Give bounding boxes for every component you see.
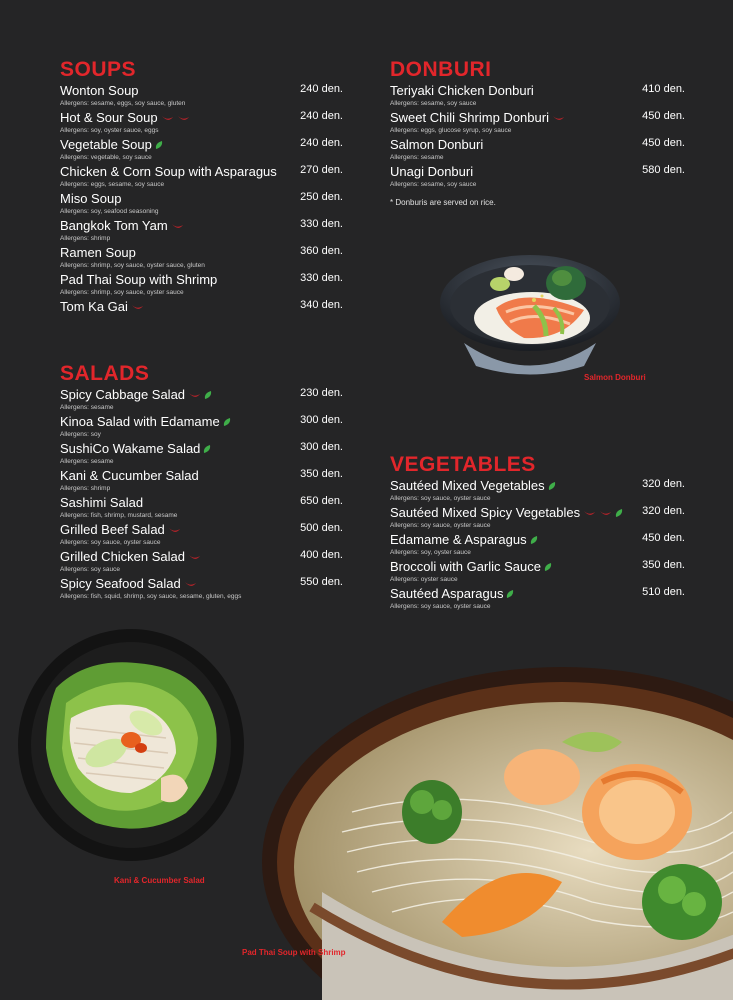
menu-item-name — [60, 83, 139, 98]
chili-icon — [168, 526, 181, 534]
menu-item-allergens: Allergens: sesame, soy sauce — [390, 181, 477, 188]
menu-item-allergens: Allergens: oyster sauce — [390, 576, 458, 583]
menu-item-allergens: Allergens: sesame — [60, 404, 114, 411]
menu-item-name-text: Ramen Soup — [60, 245, 136, 260]
menu-item-name — [390, 505, 623, 520]
pad-thai-caption: Pad Thai Soup with Shrimp — [242, 948, 346, 957]
menu-item-name — [60, 576, 197, 591]
menu-item-miso-soup — [60, 190, 343, 217]
menu-item-price: 510 den. — [642, 586, 685, 598]
menu-item-name — [60, 218, 184, 233]
menu-item-allergens: Allergens: fish, squid, shrimp, soy sauce, sesame, gluten, eggs — [60, 593, 242, 600]
menu-item-name-text: Hot & Sour Soup — [60, 110, 158, 125]
chili-icon — [177, 114, 190, 122]
menu-item-price: 450 den. — [642, 110, 685, 122]
menu-item-allergens: Allergens: shrimp, soy sauce, oyster sauce, gluten — [60, 262, 205, 269]
menu-item-allergens: Allergens: soy sauce, oyster sauce — [60, 539, 161, 546]
vegetables-list — [390, 477, 685, 612]
menu-item-allergens: Allergens: soy — [60, 431, 101, 438]
salads-list — [60, 386, 343, 602]
menu-item-sushico-wakame-salad — [60, 440, 343, 467]
chili-icon — [184, 580, 197, 588]
leaf-icon — [223, 417, 231, 427]
menu-item-price: 330 den. — [300, 218, 343, 230]
menu-item-name-text: Sweet Chili Shrimp Donburi — [390, 110, 549, 125]
menu-item-sashimi-salad — [60, 494, 343, 521]
menu-item-name-text: Chicken & Corn Soup with Asparagus — [60, 164, 277, 179]
menu-item-allergens: Allergens: shrimp — [60, 485, 111, 492]
menu-item-price: 650 den. — [300, 495, 343, 507]
soups-section — [60, 58, 343, 325]
menu-item-bangkok-tom-yam — [60, 217, 343, 244]
menu-item-saut-ed-mixed-spicy-vegetables — [390, 504, 685, 531]
menu-item-salmon-donburi — [390, 136, 685, 163]
menu-item-name — [390, 586, 514, 601]
menu-item-price: 500 den. — [300, 522, 343, 534]
menu-item-broccoli-with-garlic-sauce — [390, 558, 685, 585]
donburi-title: DONBURI — [390, 58, 492, 81]
menu-item-price: 330 den. — [300, 272, 343, 284]
menu-item-allergens: Allergens: soy sauce, oyster sauce — [390, 603, 491, 610]
menu-item-allergens: Allergens: soy, oyster sauce — [390, 549, 471, 556]
menu-item-ramen-soup — [60, 244, 343, 271]
menu-item-allergens: Allergens: eggs, glucose syrup, soy sauce — [390, 127, 512, 134]
menu-item-name — [60, 272, 217, 287]
menu-item-name-text: Bangkok Tom Yam — [60, 218, 168, 233]
menu-item-name — [60, 468, 199, 483]
chili-icon — [552, 114, 565, 122]
menu-item-allergens: Allergens: soy sauce, oyster sauce — [390, 522, 491, 529]
kani-salad-photo — [16, 628, 246, 863]
menu-item-price: 230 den. — [300, 387, 343, 399]
leaf-icon — [203, 444, 211, 454]
menu-item-allergens: Allergens: shrimp — [60, 235, 111, 242]
menu-item-name — [60, 164, 277, 179]
menu-item-price: 450 den. — [642, 532, 685, 544]
leaf-icon — [506, 589, 514, 599]
menu-item-name-text: Unagi Donburi — [390, 164, 474, 179]
chili-icon — [171, 222, 184, 230]
menu-item-price: 350 den. — [300, 468, 343, 480]
vegetables-title: VEGETABLES — [390, 453, 536, 476]
menu-item-sweet-chili-shrimp-donburi — [390, 109, 685, 136]
menu-item-pad-thai-soup-with-shrimp — [60, 271, 343, 298]
menu-item-price: 580 den. — [642, 164, 685, 176]
menu-item-name — [390, 83, 534, 98]
menu-item-name-text: Wonton Soup — [60, 83, 139, 98]
menu-item-price: 250 den. — [300, 191, 343, 203]
menu-item-name-text: Broccoli with Garlic Sauce — [390, 559, 541, 574]
menu-item-name — [60, 522, 181, 537]
menu-item-price: 240 den. — [300, 83, 343, 95]
menu-item-name-text: Sautéed Mixed Spicy Vegetables — [390, 505, 581, 520]
salmon-donburi-caption: Salmon Donburi — [584, 373, 646, 382]
menu-item-name — [60, 191, 121, 206]
menu-item-grilled-chicken-salad — [60, 548, 343, 575]
menu-item-name-text: SushiCo Wakame Salad — [60, 441, 201, 456]
leaf-icon — [155, 140, 163, 150]
menu-item-allergens: Allergens: sesame — [390, 154, 444, 161]
menu-item-vegetable-soup — [60, 136, 343, 163]
menu-item-name-text: Kinoa Salad with Edamame — [60, 414, 220, 429]
menu-item-allergens: Allergens: sesame, eggs, soy sauce, gluten — [60, 100, 186, 107]
menu-item-tom-ka-gai — [60, 298, 343, 325]
donburi-note: * Donburis are served on rice. — [390, 198, 496, 207]
donburi-list — [390, 82, 685, 190]
menu-item-spicy-cabbage-salad — [60, 386, 343, 413]
menu-item-chicken-and-corn-soup-with-asparagus — [60, 163, 343, 190]
menu-item-allergens: Allergens: soy sauce, oyster sauce — [390, 495, 491, 502]
menu-item-hot-and-sour-soup — [60, 109, 343, 136]
menu-item-name — [60, 137, 163, 152]
soups-list — [60, 82, 343, 325]
menu-item-name-text: Miso Soup — [60, 191, 122, 206]
menu-item-saut-ed-asparagus — [390, 585, 685, 612]
menu-item-allergens: Allergens: eggs, sesame, soy sauce — [60, 181, 165, 188]
menu-item-name-text: Tom Ka Gai — [60, 299, 128, 314]
menu-item-name — [60, 245, 136, 260]
salmon-donburi-photo — [434, 248, 626, 383]
leaf-icon — [530, 535, 538, 545]
menu-item-saut-ed-mixed-vegetables — [390, 477, 685, 504]
menu-item-price: 300 den. — [300, 441, 343, 453]
menu-item-teriyaki-chicken-donburi — [390, 82, 685, 109]
menu-item-name — [390, 559, 552, 574]
chili-icon — [188, 553, 201, 561]
menu-item-name — [390, 478, 556, 493]
menu-item-price: 300 den. — [300, 414, 343, 426]
menu-item-price: 340 den. — [300, 299, 343, 311]
menu-item-name-text: Sautéed Asparagus — [390, 586, 504, 601]
menu-item-grilled-beef-salad — [60, 521, 343, 548]
leaf-icon — [548, 481, 556, 491]
menu-item-allergens: Allergens: vegetable, soy sauce — [60, 154, 152, 161]
menu-item-name — [390, 137, 483, 152]
menu-item-name-text: Spicy Cabbage Salad — [60, 387, 186, 402]
menu-item-price: 400 den. — [300, 549, 343, 561]
menu-item-name — [60, 441, 211, 456]
menu-item-spicy-seafood-salad — [60, 575, 343, 602]
menu-item-price: 320 den. — [642, 478, 685, 490]
menu-item-allergens: Allergens: soy, oyster sauce, eggs — [60, 127, 159, 134]
soups-title: SOUPS — [60, 58, 137, 81]
menu-item-allergens: Allergens: soy, seafood seasoning — [60, 208, 159, 215]
menu-item-price: 350 den. — [642, 559, 685, 571]
menu-item-price: 320 den. — [642, 505, 685, 517]
menu-item-name — [60, 549, 201, 564]
menu-item-name — [60, 414, 231, 429]
menu-item-name-text: Sashimi Salad — [60, 495, 144, 510]
menu-item-name-text: Edamame & Asparagus — [390, 532, 527, 547]
menu-item-name-text: Spicy Seafood Salad — [60, 576, 181, 591]
menu-item-name — [60, 299, 144, 314]
menu-item-name — [390, 164, 473, 179]
chili-icon — [188, 391, 201, 399]
salads-title: SALADS — [60, 362, 150, 385]
menu-item-allergens: Allergens: soy sauce — [60, 566, 120, 573]
menu-item-price: 240 den. — [300, 137, 343, 149]
menu-item-name — [390, 532, 538, 547]
menu-item-kani-and-cucumber-salad — [60, 467, 343, 494]
menu-item-name-text: Kani & Cucumber Salad — [60, 468, 199, 483]
menu-item-allergens: Allergens: sesame, soy sauce — [390, 100, 477, 107]
menu-item-name — [390, 110, 565, 125]
menu-item-price: 450 den. — [642, 137, 685, 149]
menu-item-price: 360 den. — [300, 245, 343, 257]
menu-item-price: 240 den. — [300, 110, 343, 122]
menu-item-unagi-donburi — [390, 163, 685, 190]
chili-icon — [583, 509, 596, 517]
menu-item-edamame-and-asparagus — [390, 531, 685, 558]
menu-item-name-text: Grilled Chicken Salad — [60, 549, 186, 564]
menu-item-name-text: Pad Thai Soup with Shrimp — [60, 272, 218, 287]
menu-item-price: 270 den. — [300, 164, 343, 176]
menu-item-name-text: Salmon Donburi — [390, 137, 484, 152]
donburi-section — [390, 58, 685, 207]
menu-item-name-text: Grilled Beef Salad — [60, 522, 165, 537]
chili-icon — [131, 303, 144, 311]
menu-item-allergens: Allergens: fish, shrimp, mustard, sesame — [60, 512, 178, 519]
chili-icon — [161, 114, 174, 122]
menu-item-name-text: Vegetable Soup — [60, 137, 152, 152]
menu-item-kinoa-salad-with-edamame — [60, 413, 343, 440]
menu-item-name — [60, 495, 143, 510]
menu-item-name-text: Sautéed Mixed Vegetables — [390, 478, 545, 493]
menu-item-name — [60, 110, 190, 125]
menu-item-allergens: Allergens: shrimp, soy sauce, oyster sauce — [60, 289, 184, 296]
leaf-icon — [204, 390, 212, 400]
menu-item-name — [60, 387, 212, 402]
salads-section — [60, 362, 343, 602]
menu-item-price: 550 den. — [300, 576, 343, 588]
chili-icon — [599, 509, 612, 517]
kani-salad-caption: Kani & Cucumber Salad — [114, 876, 205, 885]
leaf-icon — [544, 562, 552, 572]
vegetables-section — [390, 453, 685, 612]
menu-item-wonton-soup — [60, 82, 343, 109]
menu-item-price: 410 den. — [642, 83, 685, 95]
leaf-icon — [615, 508, 623, 518]
menu-item-name-text: Teriyaki Chicken Donburi — [390, 83, 534, 98]
menu-item-allergens: Allergens: sesame — [60, 458, 114, 465]
